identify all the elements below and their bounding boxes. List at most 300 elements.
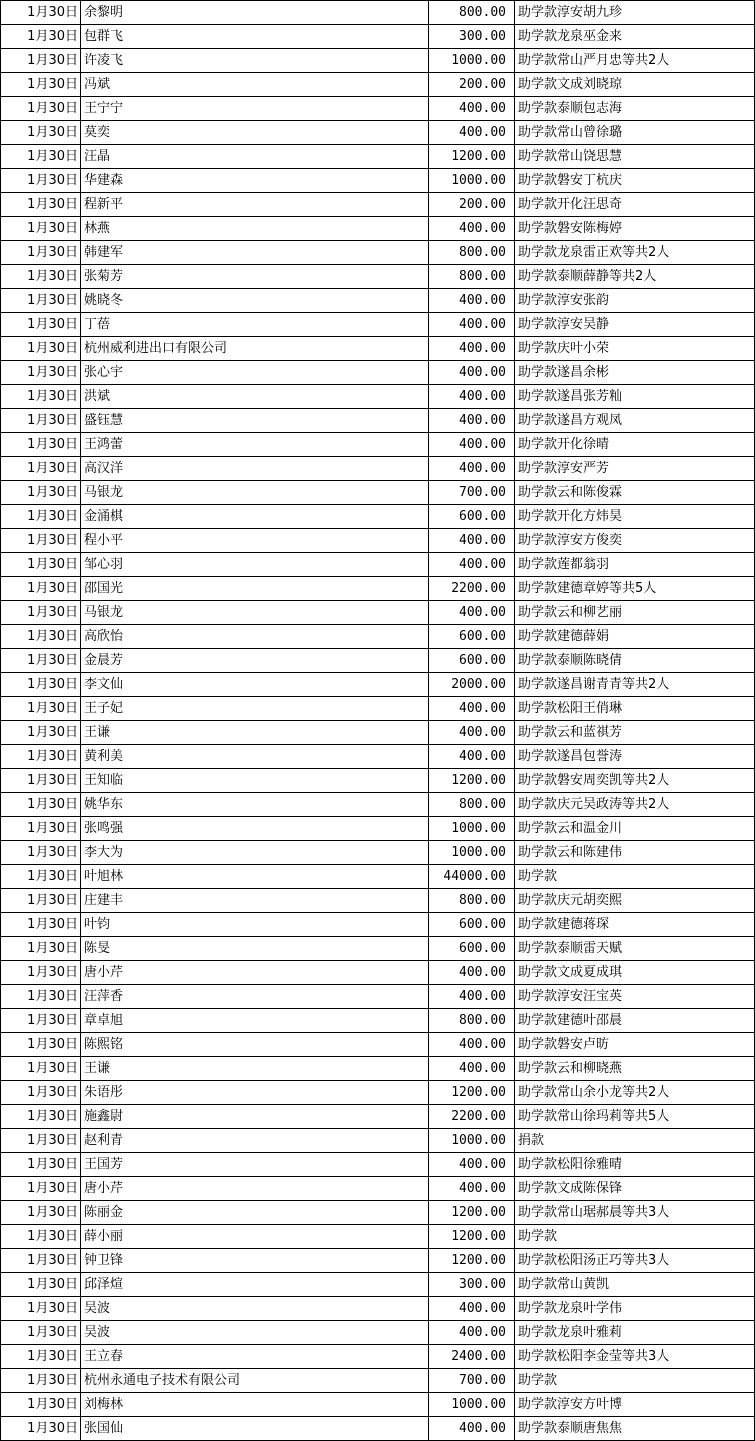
table-row [1,25,755,49]
amount-cell: 2200.00 [429,1105,515,1129]
table-row [1,1033,755,1057]
date-cell: 1月30日 [1,553,81,577]
date-cell: 1月30日 [1,625,81,649]
donor-name-cell: 冯斌 [81,73,429,97]
purpose-cell: 助学款常山余小龙等共2人 [515,1081,755,1105]
table-row [1,961,755,985]
purpose-cell: 助学款 [515,865,755,889]
donor-name-cell: 张心宇 [81,361,429,385]
donation-table-body [1,1,755,1441]
amount-cell: 700.00 [429,1369,515,1393]
purpose-cell: 助学款龙泉叶雅莉 [515,1321,755,1345]
table-row [1,1369,755,1393]
purpose-cell: 助学款常山曾徐璐 [515,121,755,145]
date-cell: 1月30日 [1,361,81,385]
donor-name-cell: 许凌飞 [81,49,429,73]
amount-cell: 400.00 [429,409,515,433]
date-cell: 1月30日 [1,1105,81,1129]
date-cell: 1月30日 [1,1345,81,1369]
donor-name-cell: 邹心羽 [81,553,429,577]
amount-cell: 700.00 [429,481,515,505]
amount-cell: 400.00 [429,97,515,121]
amount-cell: 400.00 [429,529,515,553]
purpose-cell: 助学款常山饶思慧 [515,145,755,169]
donor-name-cell: 高欣怡 [81,625,429,649]
amount-cell: 800.00 [429,265,515,289]
date-cell: 1月30日 [1,481,81,505]
amount-cell: 600.00 [429,913,515,937]
purpose-cell: 助学款淳安严芳 [515,457,755,481]
amount-cell: 400.00 [429,217,515,241]
donor-name-cell: 唐小芹 [81,1177,429,1201]
date-cell: 1月30日 [1,289,81,313]
table-row [1,1249,755,1273]
purpose-cell: 助学款淳安吴静 [515,313,755,337]
table-row [1,481,755,505]
amount-cell: 1200.00 [429,145,515,169]
table-row [1,1417,755,1441]
date-cell: 1月30日 [1,1009,81,1033]
amount-cell: 400.00 [429,1177,515,1201]
donor-name-cell: 包群飞 [81,25,429,49]
table-row [1,457,755,481]
table-row [1,769,755,793]
amount-cell: 400.00 [429,361,515,385]
amount-cell: 44000.00 [429,865,515,889]
table-row [1,937,755,961]
amount-cell: 800.00 [429,1,515,25]
donor-name-cell: 杭州威利进出口有限公司 [81,337,429,361]
table-row [1,145,755,169]
table-row [1,73,755,97]
date-cell: 1月30日 [1,1321,81,1345]
amount-cell: 200.00 [429,73,515,97]
amount-cell: 400.00 [429,745,515,769]
donor-name-cell: 陈丽金 [81,1201,429,1225]
amount-cell: 800.00 [429,241,515,265]
amount-cell: 2200.00 [429,577,515,601]
table-row [1,169,755,193]
table-row [1,697,755,721]
donor-name-cell: 章卓旭 [81,1009,429,1033]
table-row [1,1009,755,1033]
donor-name-cell: 王知临 [81,769,429,793]
date-cell: 1月30日 [1,841,81,865]
table-row [1,1129,755,1153]
table-row [1,1297,755,1321]
donor-name-cell: 陈旻 [81,937,429,961]
purpose-cell: 助学款云和温金川 [515,817,755,841]
purpose-cell: 助学款云和陈俊霖 [515,481,755,505]
amount-cell: 1000.00 [429,1393,515,1417]
purpose-cell: 助学款淳安汪宝英 [515,985,755,1009]
purpose-cell: 助学款庆元胡奕熙 [515,889,755,913]
table-row [1,361,755,385]
table-row [1,529,755,553]
table-row [1,553,755,577]
purpose-cell: 助学款常山严月忠等共2人 [515,49,755,73]
table-row [1,889,755,913]
table-row [1,577,755,601]
purpose-cell: 助学款常山琚郝晨等共3人 [515,1201,755,1225]
date-cell: 1月30日 [1,25,81,49]
date-cell: 1月30日 [1,745,81,769]
donor-name-cell: 吴波 [81,1297,429,1321]
purpose-cell: 助学款开化徐晴 [515,433,755,457]
date-cell: 1月30日 [1,889,81,913]
table-row [1,313,755,337]
table-row [1,337,755,361]
date-cell: 1月30日 [1,913,81,937]
donor-name-cell: 朱语彤 [81,1081,429,1105]
donor-name-cell: 王国芳 [81,1153,429,1177]
purpose-cell: 助学款建德叶邵晨 [515,1009,755,1033]
donor-name-cell: 薛小丽 [81,1225,429,1249]
date-cell: 1月30日 [1,505,81,529]
purpose-cell: 助学款开化方炜昊 [515,505,755,529]
amount-cell: 1000.00 [429,49,515,73]
date-cell: 1月30日 [1,1369,81,1393]
amount-cell: 400.00 [429,313,515,337]
amount-cell: 400.00 [429,985,515,1009]
table-row [1,409,755,433]
amount-cell: 1200.00 [429,1201,515,1225]
date-cell: 1月30日 [1,1057,81,1081]
amount-cell: 1000.00 [429,169,515,193]
purpose-cell: 助学款 [515,1369,755,1393]
date-cell: 1月30日 [1,721,81,745]
amount-cell: 400.00 [429,457,515,481]
donor-name-cell: 李文仙 [81,673,429,697]
donor-name-cell: 余黎明 [81,1,429,25]
date-cell: 1月30日 [1,433,81,457]
amount-cell: 600.00 [429,505,515,529]
donor-name-cell: 唐小芹 [81,961,429,985]
table-row [1,1177,755,1201]
donor-name-cell: 姚晓冬 [81,289,429,313]
amount-cell: 1200.00 [429,1249,515,1273]
donor-name-cell: 韩建军 [81,241,429,265]
donor-name-cell: 王宁宁 [81,97,429,121]
donor-name-cell: 刘梅林 [81,1393,429,1417]
purpose-cell: 助学款遂昌方观凤 [515,409,755,433]
date-cell: 1月30日 [1,1393,81,1417]
donor-name-cell: 张鸣强 [81,817,429,841]
date-cell: 1月30日 [1,1,81,25]
amount-cell: 400.00 [429,1297,515,1321]
donor-name-cell: 金晨芳 [81,649,429,673]
date-cell: 1月30日 [1,193,81,217]
purpose-cell: 助学款龙泉巫金来 [515,25,755,49]
amount-cell: 1000.00 [429,817,515,841]
table-row [1,1321,755,1345]
table-row [1,913,755,937]
table-row [1,1081,755,1105]
donor-name-cell: 王子妃 [81,697,429,721]
purpose-cell: 助学款庆元吴政涛等共2人 [515,793,755,817]
donor-name-cell: 邵国光 [81,577,429,601]
donor-name-cell: 盛钰慧 [81,409,429,433]
table-row [1,1153,755,1177]
donor-name-cell: 王谦 [81,1057,429,1081]
amount-cell: 400.00 [429,289,515,313]
amount-cell: 1000.00 [429,841,515,865]
amount-cell: 400.00 [429,1033,515,1057]
amount-cell: 400.00 [429,385,515,409]
amount-cell: 400.00 [429,337,515,361]
date-cell: 1月30日 [1,601,81,625]
date-cell: 1月30日 [1,865,81,889]
purpose-cell: 助学款泰顺陈晓倩 [515,649,755,673]
table-row [1,241,755,265]
date-cell: 1月30日 [1,1273,81,1297]
purpose-cell: 助学款龙泉叶学伟 [515,1297,755,1321]
donor-name-cell: 张国仙 [81,1417,429,1441]
table-row [1,217,755,241]
purpose-cell: 助学款遂昌包誉涛 [515,745,755,769]
date-cell: 1月30日 [1,385,81,409]
date-cell: 1月30日 [1,985,81,1009]
purpose-cell: 助学款云和蓝祺芳 [515,721,755,745]
donor-name-cell: 高汉洋 [81,457,429,481]
amount-cell: 1200.00 [429,1081,515,1105]
donor-name-cell: 钟卫锋 [81,1249,429,1273]
purpose-cell: 助学款建德蒋琛 [515,913,755,937]
amount-cell: 400.00 [429,553,515,577]
amount-cell: 800.00 [429,1009,515,1033]
donor-name-cell: 金涌棋 [81,505,429,529]
donor-name-cell: 吴波 [81,1321,429,1345]
donor-name-cell: 汪萍香 [81,985,429,1009]
date-cell: 1月30日 [1,337,81,361]
amount-cell: 600.00 [429,649,515,673]
table-row [1,385,755,409]
date-cell: 1月30日 [1,1081,81,1105]
amount-cell: 1200.00 [429,769,515,793]
amount-cell: 400.00 [429,721,515,745]
purpose-cell: 助学款遂昌余彬 [515,361,755,385]
donor-name-cell: 汪晶 [81,145,429,169]
amount-cell: 400.00 [429,121,515,145]
date-cell: 1月30日 [1,1153,81,1177]
donor-name-cell: 张菊芳 [81,265,429,289]
date-cell: 1月30日 [1,457,81,481]
amount-cell: 800.00 [429,793,515,817]
table-row [1,1393,755,1417]
date-cell: 1月30日 [1,961,81,985]
purpose-cell: 助学款泰顺包志海 [515,97,755,121]
amount-cell: 2400.00 [429,1345,515,1369]
purpose-cell: 助学款淳安方叶博 [515,1393,755,1417]
amount-cell: 300.00 [429,1273,515,1297]
donor-name-cell: 杭州永通电子技术有限公司 [81,1369,429,1393]
date-cell: 1月30日 [1,793,81,817]
purpose-cell: 助学款磐安周奕凯等共2人 [515,769,755,793]
amount-cell: 400.00 [429,433,515,457]
table-row [1,841,755,865]
date-cell: 1月30日 [1,121,81,145]
table-row [1,1105,755,1129]
donor-name-cell: 莫奕 [81,121,429,145]
amount-cell: 400.00 [429,1153,515,1177]
amount-cell: 600.00 [429,625,515,649]
table-row [1,97,755,121]
purpose-cell: 助学款庆叶小荣 [515,337,755,361]
table-row [1,601,755,625]
date-cell: 1月30日 [1,49,81,73]
table-row [1,1273,755,1297]
purpose-cell: 助学款常山徐玛莉等共5人 [515,1105,755,1129]
table-row [1,793,755,817]
donor-name-cell: 黄利美 [81,745,429,769]
purpose-cell: 助学款磐安卢昉 [515,1033,755,1057]
amount-cell: 600.00 [429,937,515,961]
purpose-cell: 助学款遂昌张芳籼 [515,385,755,409]
amount-cell: 1200.00 [429,1225,515,1249]
purpose-cell: 助学款云和柳晓燕 [515,1057,755,1081]
table-row [1,745,755,769]
table-row [1,673,755,697]
table-row [1,433,755,457]
purpose-cell: 助学款 [515,1225,755,1249]
date-cell: 1月30日 [1,169,81,193]
date-cell: 1月30日 [1,577,81,601]
donor-name-cell: 华建森 [81,169,429,193]
donor-name-cell: 林燕 [81,217,429,241]
donor-name-cell: 马银龙 [81,481,429,505]
purpose-cell: 助学款磐安陈梅婷 [515,217,755,241]
table-row [1,817,755,841]
table-row [1,865,755,889]
table-row [1,1201,755,1225]
purpose-cell: 助学款淳安张韵 [515,289,755,313]
donor-name-cell: 邱泽煊 [81,1273,429,1297]
date-cell: 1月30日 [1,1177,81,1201]
date-cell: 1月30日 [1,217,81,241]
date-cell: 1月30日 [1,241,81,265]
donor-name-cell: 陈熙铭 [81,1033,429,1057]
date-cell: 1月30日 [1,673,81,697]
donor-name-cell: 马银龙 [81,601,429,625]
table-row [1,505,755,529]
purpose-cell: 助学款莲都翁羽 [515,553,755,577]
date-cell: 1月30日 [1,409,81,433]
amount-cell: 400.00 [429,697,515,721]
donor-name-cell: 王谦 [81,721,429,745]
amount-cell: 400.00 [429,1057,515,1081]
table-row [1,1,755,25]
amount-cell: 400.00 [429,961,515,985]
purpose-cell: 助学款淳安方俊奕 [515,529,755,553]
purpose-cell: 助学款建德薛娟 [515,625,755,649]
purpose-cell: 助学款建德章婷等共5人 [515,577,755,601]
donor-name-cell: 程小平 [81,529,429,553]
amount-cell: 400.00 [429,1417,515,1441]
amount-cell: 300.00 [429,25,515,49]
date-cell: 1月30日 [1,937,81,961]
date-cell: 1月30日 [1,73,81,97]
date-cell: 1月30日 [1,1033,81,1057]
date-cell: 1月30日 [1,1225,81,1249]
donor-name-cell: 丁蓓 [81,313,429,337]
purpose-cell: 助学款遂昌谢青青等共2人 [515,673,755,697]
date-cell: 1月30日 [1,97,81,121]
purpose-cell: 助学款淳安胡九珍 [515,1,755,25]
donor-name-cell: 程新平 [81,193,429,217]
table-row [1,625,755,649]
purpose-cell: 助学款云和陈建伟 [515,841,755,865]
purpose-cell: 助学款泰顺薛静等共2人 [515,265,755,289]
date-cell: 1月30日 [1,145,81,169]
table-row [1,265,755,289]
table-row [1,1225,755,1249]
table-row [1,289,755,313]
donor-name-cell: 洪斌 [81,385,429,409]
date-cell: 1月30日 [1,817,81,841]
date-cell: 1月30日 [1,1417,81,1441]
amount-cell: 400.00 [429,1321,515,1345]
donor-name-cell: 王立春 [81,1345,429,1369]
date-cell: 1月30日 [1,697,81,721]
table-row [1,1345,755,1369]
purpose-cell: 助学款云和柳艺丽 [515,601,755,625]
date-cell: 1月30日 [1,529,81,553]
purpose-cell: 助学款文成陈保锋 [515,1177,755,1201]
date-cell: 1月30日 [1,265,81,289]
donor-name-cell: 施鑫尉 [81,1105,429,1129]
table-row [1,49,755,73]
table-row [1,985,755,1009]
donor-name-cell: 赵利青 [81,1129,429,1153]
purpose-cell: 助学款泰顺唐焦焦 [515,1417,755,1441]
amount-cell: 400.00 [429,601,515,625]
purpose-cell: 助学款文成夏成琪 [515,961,755,985]
date-cell: 1月30日 [1,649,81,673]
table-row [1,1057,755,1081]
date-cell: 1月30日 [1,313,81,337]
date-cell: 1月30日 [1,1201,81,1225]
donor-name-cell: 李大为 [81,841,429,865]
donor-name-cell: 叶旭林 [81,865,429,889]
table-row [1,193,755,217]
table-row [1,721,755,745]
donor-name-cell: 姚华东 [81,793,429,817]
date-cell: 1月30日 [1,1297,81,1321]
purpose-cell: 助学款磐安丁杭庆 [515,169,755,193]
donor-name-cell: 庄建丰 [81,889,429,913]
donor-name-cell: 王鸿蕾 [81,433,429,457]
purpose-cell: 助学款开化汪思奇 [515,193,755,217]
table-row [1,649,755,673]
purpose-cell: 助学款松阳汤正巧等共3人 [515,1249,755,1273]
date-cell: 1月30日 [1,1249,81,1273]
purpose-cell: 助学款松阳李金莹等共3人 [515,1345,755,1369]
purpose-cell: 助学款龙泉雷正欢等共2人 [515,241,755,265]
purpose-cell: 助学款松阳徐雅晴 [515,1153,755,1177]
purpose-cell: 助学款泰顺雷天赋 [515,937,755,961]
table-row [1,121,755,145]
date-cell: 1月30日 [1,769,81,793]
purpose-cell: 助学款文成刘晓琼 [515,73,755,97]
date-cell: 1月30日 [1,1129,81,1153]
purpose-cell: 助学款松阳王俏琳 [515,697,755,721]
purpose-cell: 助学款常山黄凯 [515,1273,755,1297]
purpose-cell: 捐款 [515,1129,755,1153]
amount-cell: 1000.00 [429,1129,515,1153]
donor-name-cell: 叶钧 [81,913,429,937]
amount-cell: 200.00 [429,193,515,217]
amount-cell: 2000.00 [429,673,515,697]
